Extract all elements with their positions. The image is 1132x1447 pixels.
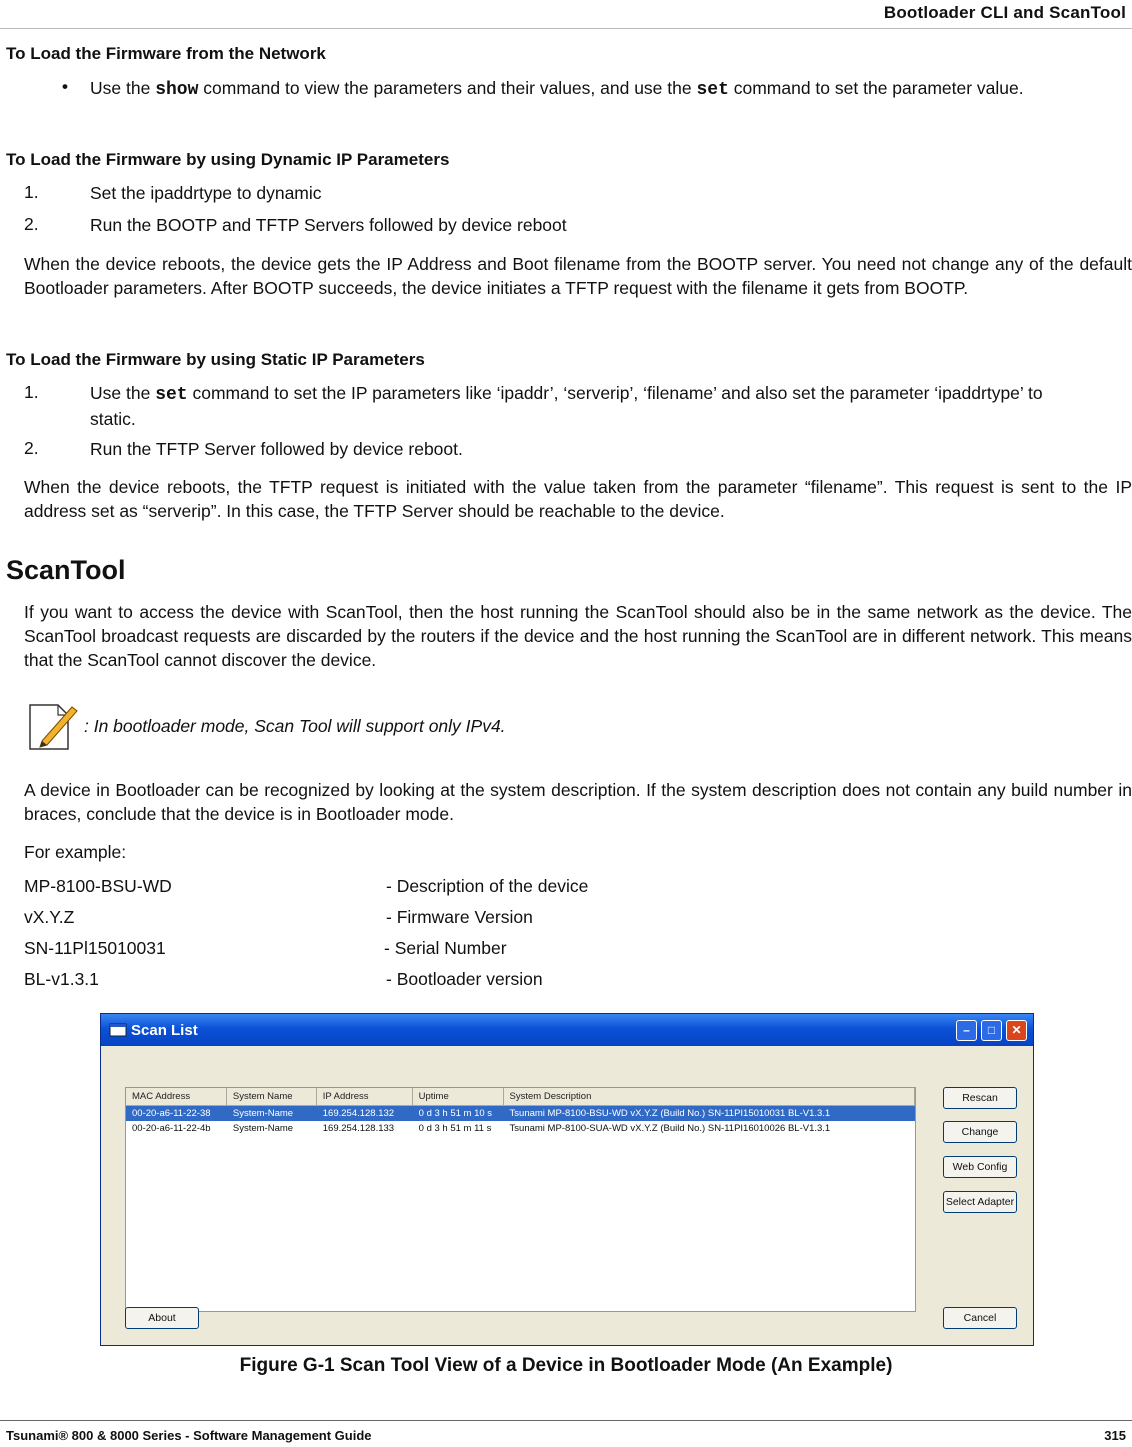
note-text: : In bootloader mode, Scan Tool will support only IPv4. (84, 715, 506, 736)
step-item: Set the ipaddrtype to dynamic (90, 183, 322, 203)
example-value: MP-8100-BSU-WD (24, 876, 172, 896)
step-item: Run the TFTP Server followed by device reboot. (90, 439, 463, 459)
paragraph-dynamic: When the device reboots, the device gets the IP Address and Boot filename from the BOOTP server. You need not change any of the default Bootloader parameters. After BOOTP succeeds, the device initiates a TFTP request with the filename it gets from BOOTP. (24, 254, 1132, 298)
example-desc: - Firmware Version (386, 907, 533, 927)
step-item: Use the set command to set the IP parameters like ‘ipaddr’, ‘serverip’, ‘filename’ and also set the parameter ‘ipaddrtype’ to static. (90, 383, 1043, 429)
web-config-button[interactable]: Web Config (943, 1156, 1017, 1178)
cell-uptime: 0 d 3 h 51 m 11 s (418, 1123, 492, 1134)
section-heading-scantool: ScanTool (6, 555, 126, 585)
example-value: SN-11Pl15010031 (24, 938, 166, 958)
example-desc: - Bootloader version (386, 969, 543, 989)
for-example-label: For example: (24, 842, 127, 862)
window-title: Scan List (131, 1021, 198, 1039)
bullet-item: Use the show command to view the parameters and their values, and use the set command to set the parameter value. (90, 78, 1024, 100)
note (24, 700, 506, 752)
list-item[interactable] (126, 1106, 915, 1121)
cancel-button[interactable]: Cancel (943, 1307, 1017, 1329)
paragraph-static: When the device reboots, the TFTP request is initiated with the value taken from the parameter “filename”. This request is sent to the IP address set as “serverip”. In this case, the TFTP Server should be reachable to the device. (24, 477, 1132, 521)
header-rule (0, 28, 1132, 29)
set-command: set (696, 80, 729, 100)
paragraph-bootloader-detect: A device in Bootloader can be recognized by looking at the system description. If the system description does not contain any build number in braces, conclude that the device is in Bootloader mode. (24, 780, 1132, 824)
pencil-note-icon (24, 701, 80, 751)
section-heading-static: To Load the Firmware by using Static IP Parameters (6, 350, 425, 369)
example-desc: - Serial Number (384, 938, 507, 958)
example-desc: - Description of the device (386, 876, 589, 896)
close-icon[interactable]: ✕ (1006, 1020, 1027, 1041)
app-window-icon (109, 1023, 127, 1037)
section-heading-dynamic: To Load the Firmware by using Dynamic IP Parameters (6, 150, 450, 169)
column-header-description[interactable]: System Description (504, 1088, 915, 1105)
scan-list-window (100, 1013, 1034, 1346)
maximize-icon[interactable]: □ (981, 1020, 1002, 1041)
cell-mac: 00-20-a6-11-22-4b (132, 1123, 211, 1134)
column-header-mac[interactable]: MAC Address (126, 1088, 227, 1105)
cell-system-name: System-Name (232, 1108, 294, 1119)
example-value: BL-v1.3.1 (24, 969, 99, 989)
cell-system-name: System-Name (232, 1123, 294, 1134)
step-number: 1. (24, 382, 39, 402)
step-item: Run the BOOTP and TFTP Servers followed by device reboot (90, 215, 567, 235)
cell-uptime: 0 d 3 h 51 m 10 s (418, 1108, 493, 1119)
bullet-marker: • (62, 77, 68, 96)
page-header-title: Bootloader CLI and ScanTool (883, 3, 1126, 22)
step-number: 1. (24, 182, 39, 202)
figure-caption: Figure G-1 Scan Tool View of a Device in Bootloader Mode (An Example) (239, 1355, 893, 1376)
change-button[interactable]: Change (943, 1121, 1017, 1143)
footer-doc-title: Tsunami® 800 & 8000 Series - Software Management Guide (6, 1428, 372, 1443)
step-number: 2. (24, 214, 39, 234)
select-adapter-button[interactable]: Select Adapter (943, 1191, 1017, 1213)
list-item[interactable] (126, 1121, 915, 1136)
minimize-icon[interactable]: – (956, 1020, 977, 1041)
column-header-uptime[interactable]: Uptime (413, 1088, 504, 1105)
about-button[interactable]: About (125, 1307, 199, 1329)
column-header-system-name[interactable]: System Name (227, 1088, 317, 1105)
cell-ip: 169.254.128.133 (322, 1123, 395, 1134)
list-header (126, 1088, 915, 1106)
cell-mac: 00-20-a6-11-22-38 (132, 1108, 211, 1119)
step-number: 2. (24, 438, 39, 458)
cell-ip: 169.254.128.132 (322, 1108, 395, 1119)
example-value: vX.Y.Z (24, 907, 75, 927)
cell-description: Tsunami MP-8100-SUA-WD vX.Y.Z (Build No.) SN-11PI16010026 BL-V1.3.1 (509, 1123, 831, 1134)
set-command: set (155, 385, 188, 405)
paragraph-scantool: If you want to access the device with ScanTool, then the host running the ScanTool should also be in the same network as the device. The ScanTool broadcast requests are discarded by the routers if the device and the host running the ScanTool are in different network. This means that the ScanTool cannot discover the device. (24, 602, 1132, 670)
scan-results-list[interactable] (125, 1087, 916, 1312)
rescan-button[interactable]: Rescan (943, 1087, 1017, 1109)
show-command: show (155, 80, 199, 100)
window-titlebar (101, 1014, 1033, 1046)
footer-rule (0, 1420, 1132, 1421)
section-heading-network: To Load the Firmware from the Network (6, 44, 326, 63)
cell-description: Tsunami MP-8100-BSU-WD vX.Y.Z (Build No.) SN-11PI15010031 BL-V1.3.1 (509, 1108, 831, 1119)
column-header-ip[interactable]: IP Address (317, 1088, 413, 1105)
page-number: 315 (1104, 1428, 1126, 1443)
